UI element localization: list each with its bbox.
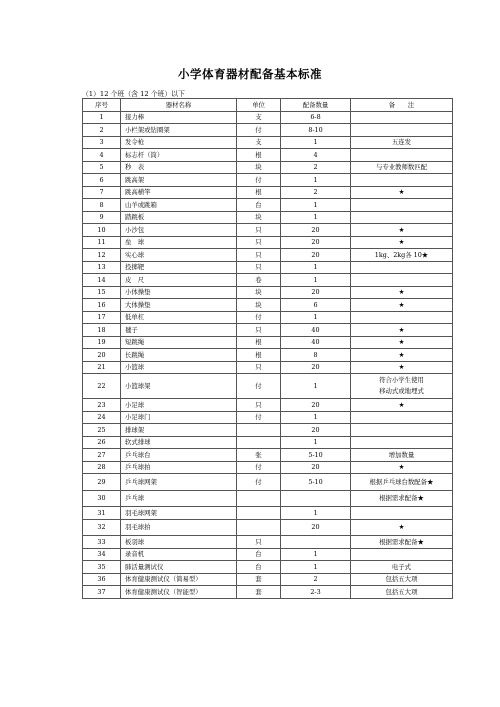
equipment-name: 小篮球架 (121, 374, 237, 399)
table-row (83, 507, 453, 520)
table-row (83, 299, 453, 312)
table-row (83, 261, 453, 274)
equipment-name: 小沙包 (121, 224, 237, 237)
table-row (83, 548, 453, 561)
equipment-name: 小体操垫 (121, 286, 237, 299)
unit: 只 (237, 536, 281, 549)
remark-line: 移动式或地埋式 (379, 387, 424, 395)
remark: 电子式 (351, 561, 453, 574)
remark: ★ (351, 519, 453, 536)
unit: 块 (237, 161, 281, 174)
equipment-name: 小栏架或钻圈架 (121, 124, 237, 137)
table-row (83, 274, 453, 287)
row-number: 21 (83, 361, 121, 374)
equipment-name: 羽毛球网架 (121, 507, 237, 520)
remark (351, 261, 453, 274)
table-row (83, 561, 453, 574)
table-row (83, 374, 453, 399)
equipment-name: 大体操垫 (121, 299, 237, 312)
table-header-row (83, 99, 453, 112)
table-row (83, 311, 453, 324)
remark (351, 111, 453, 124)
row-number: 4 (83, 149, 121, 162)
remark: ★ (351, 336, 453, 349)
row-number: 13 (83, 261, 121, 274)
remark (351, 507, 453, 520)
quantity: 5-10 (281, 449, 351, 462)
table-row (83, 349, 453, 362)
equipment-name: 乒乓球网架 (121, 474, 237, 491)
quantity: 1 (281, 211, 351, 224)
table-row (83, 111, 453, 124)
row-number: 30 (83, 490, 121, 507)
quantity: 1 (281, 374, 351, 399)
row-number: 18 (83, 324, 121, 337)
quantity: 40 (281, 324, 351, 337)
unit (237, 490, 281, 507)
unit: 付 (237, 174, 281, 187)
table-row (83, 136, 453, 149)
remark: ★ (351, 324, 453, 337)
unit: 只 (237, 224, 281, 237)
row-number: 31 (83, 507, 121, 520)
unit: 块 (237, 299, 281, 312)
remark (351, 374, 453, 399)
table-row (83, 236, 453, 249)
row-number: 3 (83, 136, 121, 149)
unit: 只 (237, 261, 281, 274)
row-number: 10 (83, 224, 121, 237)
table-row (83, 186, 453, 199)
table-caption: （1）12 个班（含 12 个班）以下 (82, 90, 185, 98)
remark (351, 124, 453, 137)
remark: ★ (351, 224, 453, 237)
equipment-name: 接力棒 (121, 111, 237, 124)
table-row (83, 161, 453, 174)
equipment-name: 软式排球 (121, 436, 237, 449)
equipment-name: 体育健康测试仪（智能型） (121, 586, 237, 599)
remark (351, 174, 453, 187)
unit: 付 (237, 124, 281, 137)
quantity: 8-10 (281, 124, 351, 137)
equipment-name: 皮 尺 (121, 274, 237, 287)
remark (351, 311, 453, 324)
quantity: 1 (281, 261, 351, 274)
quantity: 6 (281, 299, 351, 312)
unit: 只 (237, 249, 281, 262)
remark: ★ (351, 361, 453, 374)
remark (351, 436, 453, 449)
equipment-name: 小足球 (121, 399, 237, 412)
unit: 台 (237, 199, 281, 212)
equipment-name: 踏跳板 (121, 211, 237, 224)
remark-line: 符合小学生使用 (379, 376, 424, 384)
quantity: 1 (281, 136, 351, 149)
remark: ★ (351, 399, 453, 412)
row-number: 7 (83, 186, 121, 199)
row-number: 28 (83, 461, 121, 474)
unit: 套 (237, 586, 281, 599)
table-row (83, 224, 453, 237)
document-title: 小学体育器材配备基本标准 (178, 67, 322, 81)
quantity: 5-10 (281, 474, 351, 491)
remark: 增加数量 (351, 449, 453, 462)
remark: ★ (351, 236, 453, 249)
row-number: 37 (83, 586, 121, 599)
equipment-name: 实心球 (121, 249, 237, 262)
equipment-name: 板羽球 (121, 536, 237, 549)
equipment-name: 跳高架 (121, 174, 237, 187)
row-number: 29 (83, 474, 121, 491)
row-number: 33 (83, 536, 121, 549)
quantity: 1 (281, 199, 351, 212)
table-row (83, 361, 453, 374)
remark: 包括五大项 (351, 573, 453, 586)
quantity: 6-8 (281, 111, 351, 124)
table-row (83, 211, 453, 224)
row-number: 5 (83, 161, 121, 174)
equipment-name: 发令枪 (121, 136, 237, 149)
header-no: 序号 (83, 99, 121, 112)
table-row (83, 519, 453, 536)
remark: ★ (351, 461, 453, 474)
table-row (83, 573, 453, 586)
equipment-name: 标志杆（筒） (121, 149, 237, 162)
remark (351, 424, 453, 437)
quantity: 1 (281, 436, 351, 449)
unit: 只 (237, 399, 281, 412)
remark: 包括五大项 (351, 586, 453, 599)
unit: 只 (237, 361, 281, 374)
equipment-name: 肺活量测试仪 (121, 561, 237, 574)
row-number: 9 (83, 211, 121, 224)
row-number: 23 (83, 399, 121, 412)
equipment-name: 排球架 (121, 424, 237, 437)
unit: 台 (237, 548, 281, 561)
remark (351, 274, 453, 287)
equipment-name: 体育健康测试仪（简易型） (121, 573, 237, 586)
quantity: 20 (281, 236, 351, 249)
row-number: 12 (83, 249, 121, 262)
quantity: 20 (281, 519, 351, 536)
table-row (83, 536, 453, 549)
table-row (83, 199, 453, 212)
equipment-name: 投掷靶 (121, 261, 237, 274)
table-row (83, 324, 453, 337)
quantity: 8 (281, 349, 351, 362)
remark: ★ (351, 299, 453, 312)
equipment-name: 乒乓球 (121, 490, 237, 507)
table-row (83, 249, 453, 262)
remark (351, 211, 453, 224)
quantity: 1 (281, 548, 351, 561)
quantity: 40 (281, 336, 351, 349)
remark: ★ (351, 349, 453, 362)
quantity: 20 (281, 286, 351, 299)
equipment-name: 录音机 (121, 548, 237, 561)
quantity: 20 (281, 224, 351, 237)
row-number: 8 (83, 199, 121, 212)
row-number: 34 (83, 548, 121, 561)
equipment-name: 秒 表 (121, 161, 237, 174)
table-row (83, 436, 453, 449)
quantity: 1 (281, 311, 351, 324)
row-number: 20 (83, 349, 121, 362)
quantity: 1 (281, 411, 351, 424)
table-row (83, 399, 453, 412)
unit: 根 (237, 336, 281, 349)
remark (351, 199, 453, 212)
equipment-name: 山羊或跳箱 (121, 199, 237, 212)
quantity: 20 (281, 424, 351, 437)
unit: 付 (237, 474, 281, 491)
row-number: 24 (83, 411, 121, 424)
row-number: 15 (83, 286, 121, 299)
unit (237, 436, 281, 449)
table-row (83, 286, 453, 299)
unit (237, 507, 281, 520)
equipment-name: 乒乓球台 (121, 449, 237, 462)
quantity (281, 536, 351, 549)
table-row (83, 424, 453, 437)
header-note: 备 注 (351, 99, 453, 112)
table-body (83, 111, 453, 598)
quantity: 2 (281, 186, 351, 199)
remark (351, 411, 453, 424)
table-row (83, 174, 453, 187)
table-row (83, 586, 453, 599)
remark (351, 149, 453, 162)
unit: 付 (237, 374, 281, 399)
quantity: 20 (281, 461, 351, 474)
unit: 块 (237, 211, 281, 224)
header-unit: 单位 (237, 99, 281, 112)
row-number: 11 (83, 236, 121, 249)
unit: 块 (237, 286, 281, 299)
equipment-name: 长跳绳 (121, 349, 237, 362)
remark (351, 548, 453, 561)
quantity: 2-3 (281, 586, 351, 599)
remark: 1kg、2kg各 10★ (351, 249, 453, 262)
table-row (83, 461, 453, 474)
row-number: 22 (83, 374, 121, 399)
remark: 五连发 (351, 136, 453, 149)
quantity: 20 (281, 361, 351, 374)
table-row (83, 124, 453, 137)
row-number: 1 (83, 111, 121, 124)
quantity: 1 (281, 507, 351, 520)
quantity: 20 (281, 249, 351, 262)
row-number: 14 (83, 274, 121, 287)
equipment-name: 跳高横竿 (121, 186, 237, 199)
quantity: 4 (281, 149, 351, 162)
quantity (281, 490, 351, 507)
row-number: 2 (83, 124, 121, 137)
unit: 根 (237, 149, 281, 162)
unit: 支 (237, 136, 281, 149)
row-number: 27 (83, 449, 121, 462)
remark: 根据乒乓球台数配备★ (351, 474, 453, 491)
quantity: 1 (281, 561, 351, 574)
unit: 付 (237, 311, 281, 324)
row-number: 32 (83, 519, 121, 536)
equipment-name: 小足球门 (121, 411, 237, 424)
unit (237, 519, 281, 536)
remark: ★ (351, 286, 453, 299)
equipment-table (82, 98, 453, 599)
unit: 根 (237, 186, 281, 199)
table-row (83, 336, 453, 349)
quantity: 1 (281, 174, 351, 187)
unit: 台 (237, 561, 281, 574)
remark: ★ (351, 186, 453, 199)
row-number: 26 (83, 436, 121, 449)
remark: 根据需求配备★ (351, 536, 453, 549)
table-row (83, 411, 453, 424)
equipment-name: 垒 球 (121, 236, 237, 249)
equipment-name: 低单杠 (121, 311, 237, 324)
table-row (83, 474, 453, 491)
header-qty: 配备数量 (281, 99, 351, 112)
unit: 只 (237, 236, 281, 249)
quantity: 20 (281, 399, 351, 412)
unit: 张 (237, 449, 281, 462)
quantity: 1 (281, 274, 351, 287)
row-number: 36 (83, 573, 121, 586)
unit: 付 (237, 411, 281, 424)
table-row (83, 149, 453, 162)
table-row (83, 490, 453, 507)
unit: 卷 (237, 274, 281, 287)
row-number: 19 (83, 336, 121, 349)
equipment-name: 小篮球 (121, 361, 237, 374)
unit: 支 (237, 111, 281, 124)
row-number: 17 (83, 311, 121, 324)
quantity: 2 (281, 573, 351, 586)
equipment-name: 乒乓球拍 (121, 461, 237, 474)
unit (237, 424, 281, 437)
equipment-name: 短跳绳 (121, 336, 237, 349)
remark: 根据需求配备★ (351, 490, 453, 507)
unit: 只 (237, 324, 281, 337)
row-number: 35 (83, 561, 121, 574)
table-row (83, 449, 453, 462)
unit: 付 (237, 461, 281, 474)
equipment-name: 毽子 (121, 324, 237, 337)
unit: 套 (237, 573, 281, 586)
header-name: 器材名称 (121, 99, 237, 112)
row-number: 25 (83, 424, 121, 437)
equipment-name: 羽毛球拍 (121, 519, 237, 536)
quantity: 2 (281, 161, 351, 174)
row-number: 16 (83, 299, 121, 312)
row-number: 6 (83, 174, 121, 187)
unit: 根 (237, 349, 281, 362)
remark: 与专业教师数匹配 (351, 161, 453, 174)
